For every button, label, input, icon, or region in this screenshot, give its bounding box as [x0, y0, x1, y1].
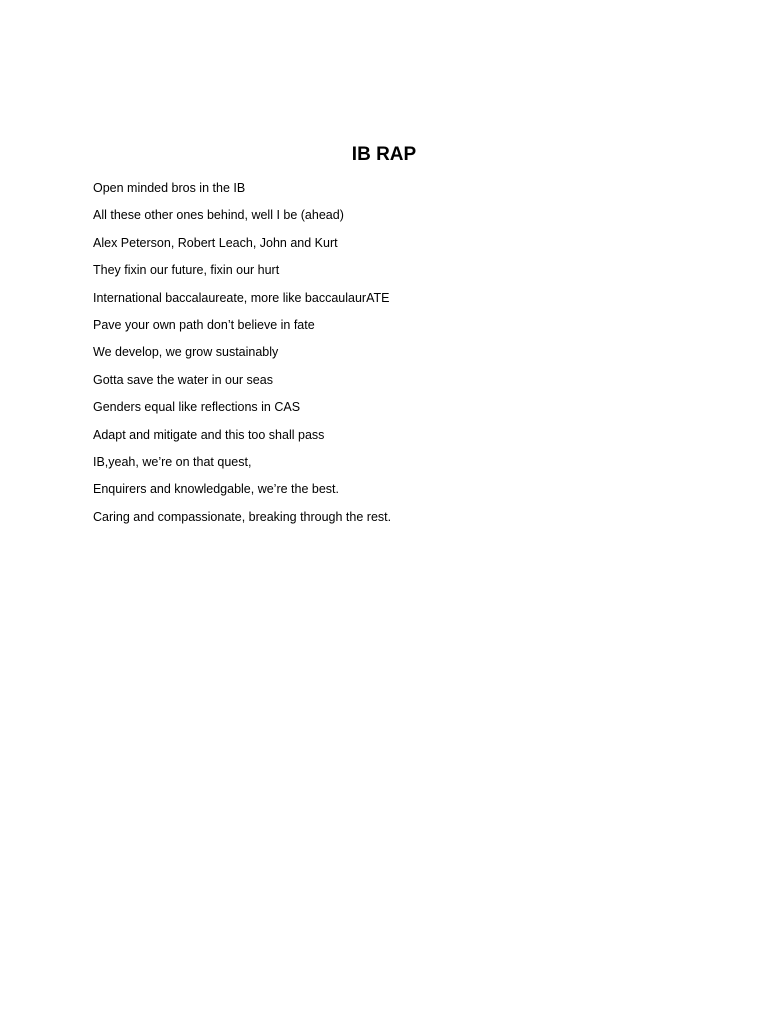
lyric-line: Pave your own path don’t believe in fate: [93, 317, 315, 332]
lyric-line: Adapt and mitigate and this too shall pass: [93, 427, 325, 442]
lyric-line: International baccalaureate, more like baccaulaurATE: [93, 290, 390, 305]
lyric-line: Enquirers and knowledgable, we’re the best.: [93, 482, 339, 497]
lyric-line: All these other ones behind, well I be (ahead): [93, 208, 344, 223]
lyric-line: Alex Peterson, Robert Leach, John and Kurt: [93, 235, 338, 250]
lyric-line: Genders equal like reflections in CAS: [93, 400, 301, 415]
lyric-line: Caring and compassionate, breaking through the rest.: [93, 509, 392, 524]
lyrics-list: [93, 178, 693, 534]
lyric-line: IB,yeah, we’re on that quest,: [93, 454, 252, 469]
document-title: IB RAP: [351, 144, 417, 165]
lyric-line: Gotta save the water in our seas: [93, 372, 273, 387]
lyric-line: Open minded bros in the IB: [93, 181, 246, 195]
lyric-line: We develop, we grow sustainably: [93, 345, 279, 360]
lyric-line: They fixin our future, fixin our hurt: [93, 263, 280, 278]
